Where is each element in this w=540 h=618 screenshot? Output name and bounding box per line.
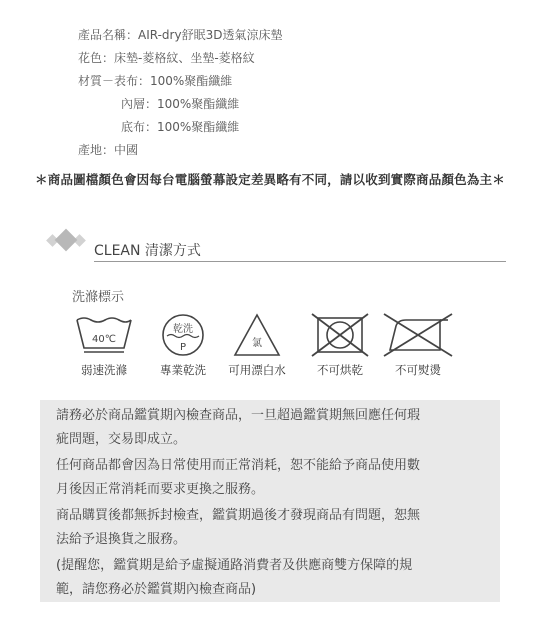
no-iron-icon	[382, 312, 454, 358]
dry-clean-p: P	[179, 342, 187, 353]
chlorine-bleach-icon	[232, 312, 282, 358]
terms-line: 疵問題，交易即成立。	[56, 432, 187, 447]
diamond-icon	[55, 229, 78, 252]
caption-no-tumble-dry: 不可烘乾	[317, 363, 363, 377]
dry-clean-text: 乾洗	[173, 324, 193, 335]
caption-bleach: 可用漂白水	[228, 363, 286, 377]
material-bottom: 底布：100%聚酯纖維	[121, 120, 240, 134]
section-divider	[94, 261, 506, 262]
product-spec	[78, 24, 282, 162]
care-icons	[60, 312, 490, 382]
terms-box	[40, 400, 500, 602]
terms-line: 月後因正常消耗而要求更換之服務。	[56, 482, 265, 497]
dry-clean-p-icon	[160, 312, 206, 358]
terms-line: 任何商品都會因為日常使用而正常消耗，恕不能給予商品使用數	[56, 458, 421, 473]
caption-dry-clean: 專業乾洗	[160, 363, 206, 377]
material-outer: 材質－表布：100%聚酯纖維	[78, 74, 233, 88]
clean-section-header	[48, 226, 506, 262]
terms-line: 法給予退換貨之服務。	[56, 532, 187, 547]
terms-line: 請務必於商品鑑賞期內檢查商品，一旦超過鑑賞期無回應任何瑕	[56, 408, 421, 423]
caption-no-iron: 不可熨燙	[395, 363, 441, 377]
terms-line: 範，請您務必於鑑賞期內檢查商品)	[56, 582, 257, 597]
color-notice: ＊商品圖檔顏色會因每台電腦螢幕設定差異略有不同，請以收到實際商品顏色為主＊	[35, 172, 505, 187]
no-tumble-dry-icon	[308, 312, 372, 358]
product-origin: 產地：中國	[78, 143, 139, 157]
section-title: CLEAN 清潔方式	[94, 243, 201, 259]
wash-40-gentle-icon	[74, 312, 134, 356]
wash-label: 洗滌標示	[72, 290, 125, 305]
terms-line: 商品購買後都無拆封檢查，鑑賞期過後才發現商品有問題，恕無	[56, 508, 421, 523]
wash-temp-text: 40℃	[92, 334, 116, 345]
caption-gentle-wash: 弱速洗滌	[81, 363, 127, 377]
material-inner: 內層：100%聚酯纖維	[121, 97, 240, 111]
product-name: 產品名稱：AIR-dry舒眠3D透氣涼床墊	[78, 28, 283, 42]
product-pattern: 花色：床墊-菱格紋、坐墊-菱格紋	[78, 51, 255, 65]
terms-line: (提醒您，鑑賞期是給予虛擬通路消費者及供應商雙方保障的規	[56, 558, 413, 573]
chlorine-text: 氯	[252, 338, 262, 349]
